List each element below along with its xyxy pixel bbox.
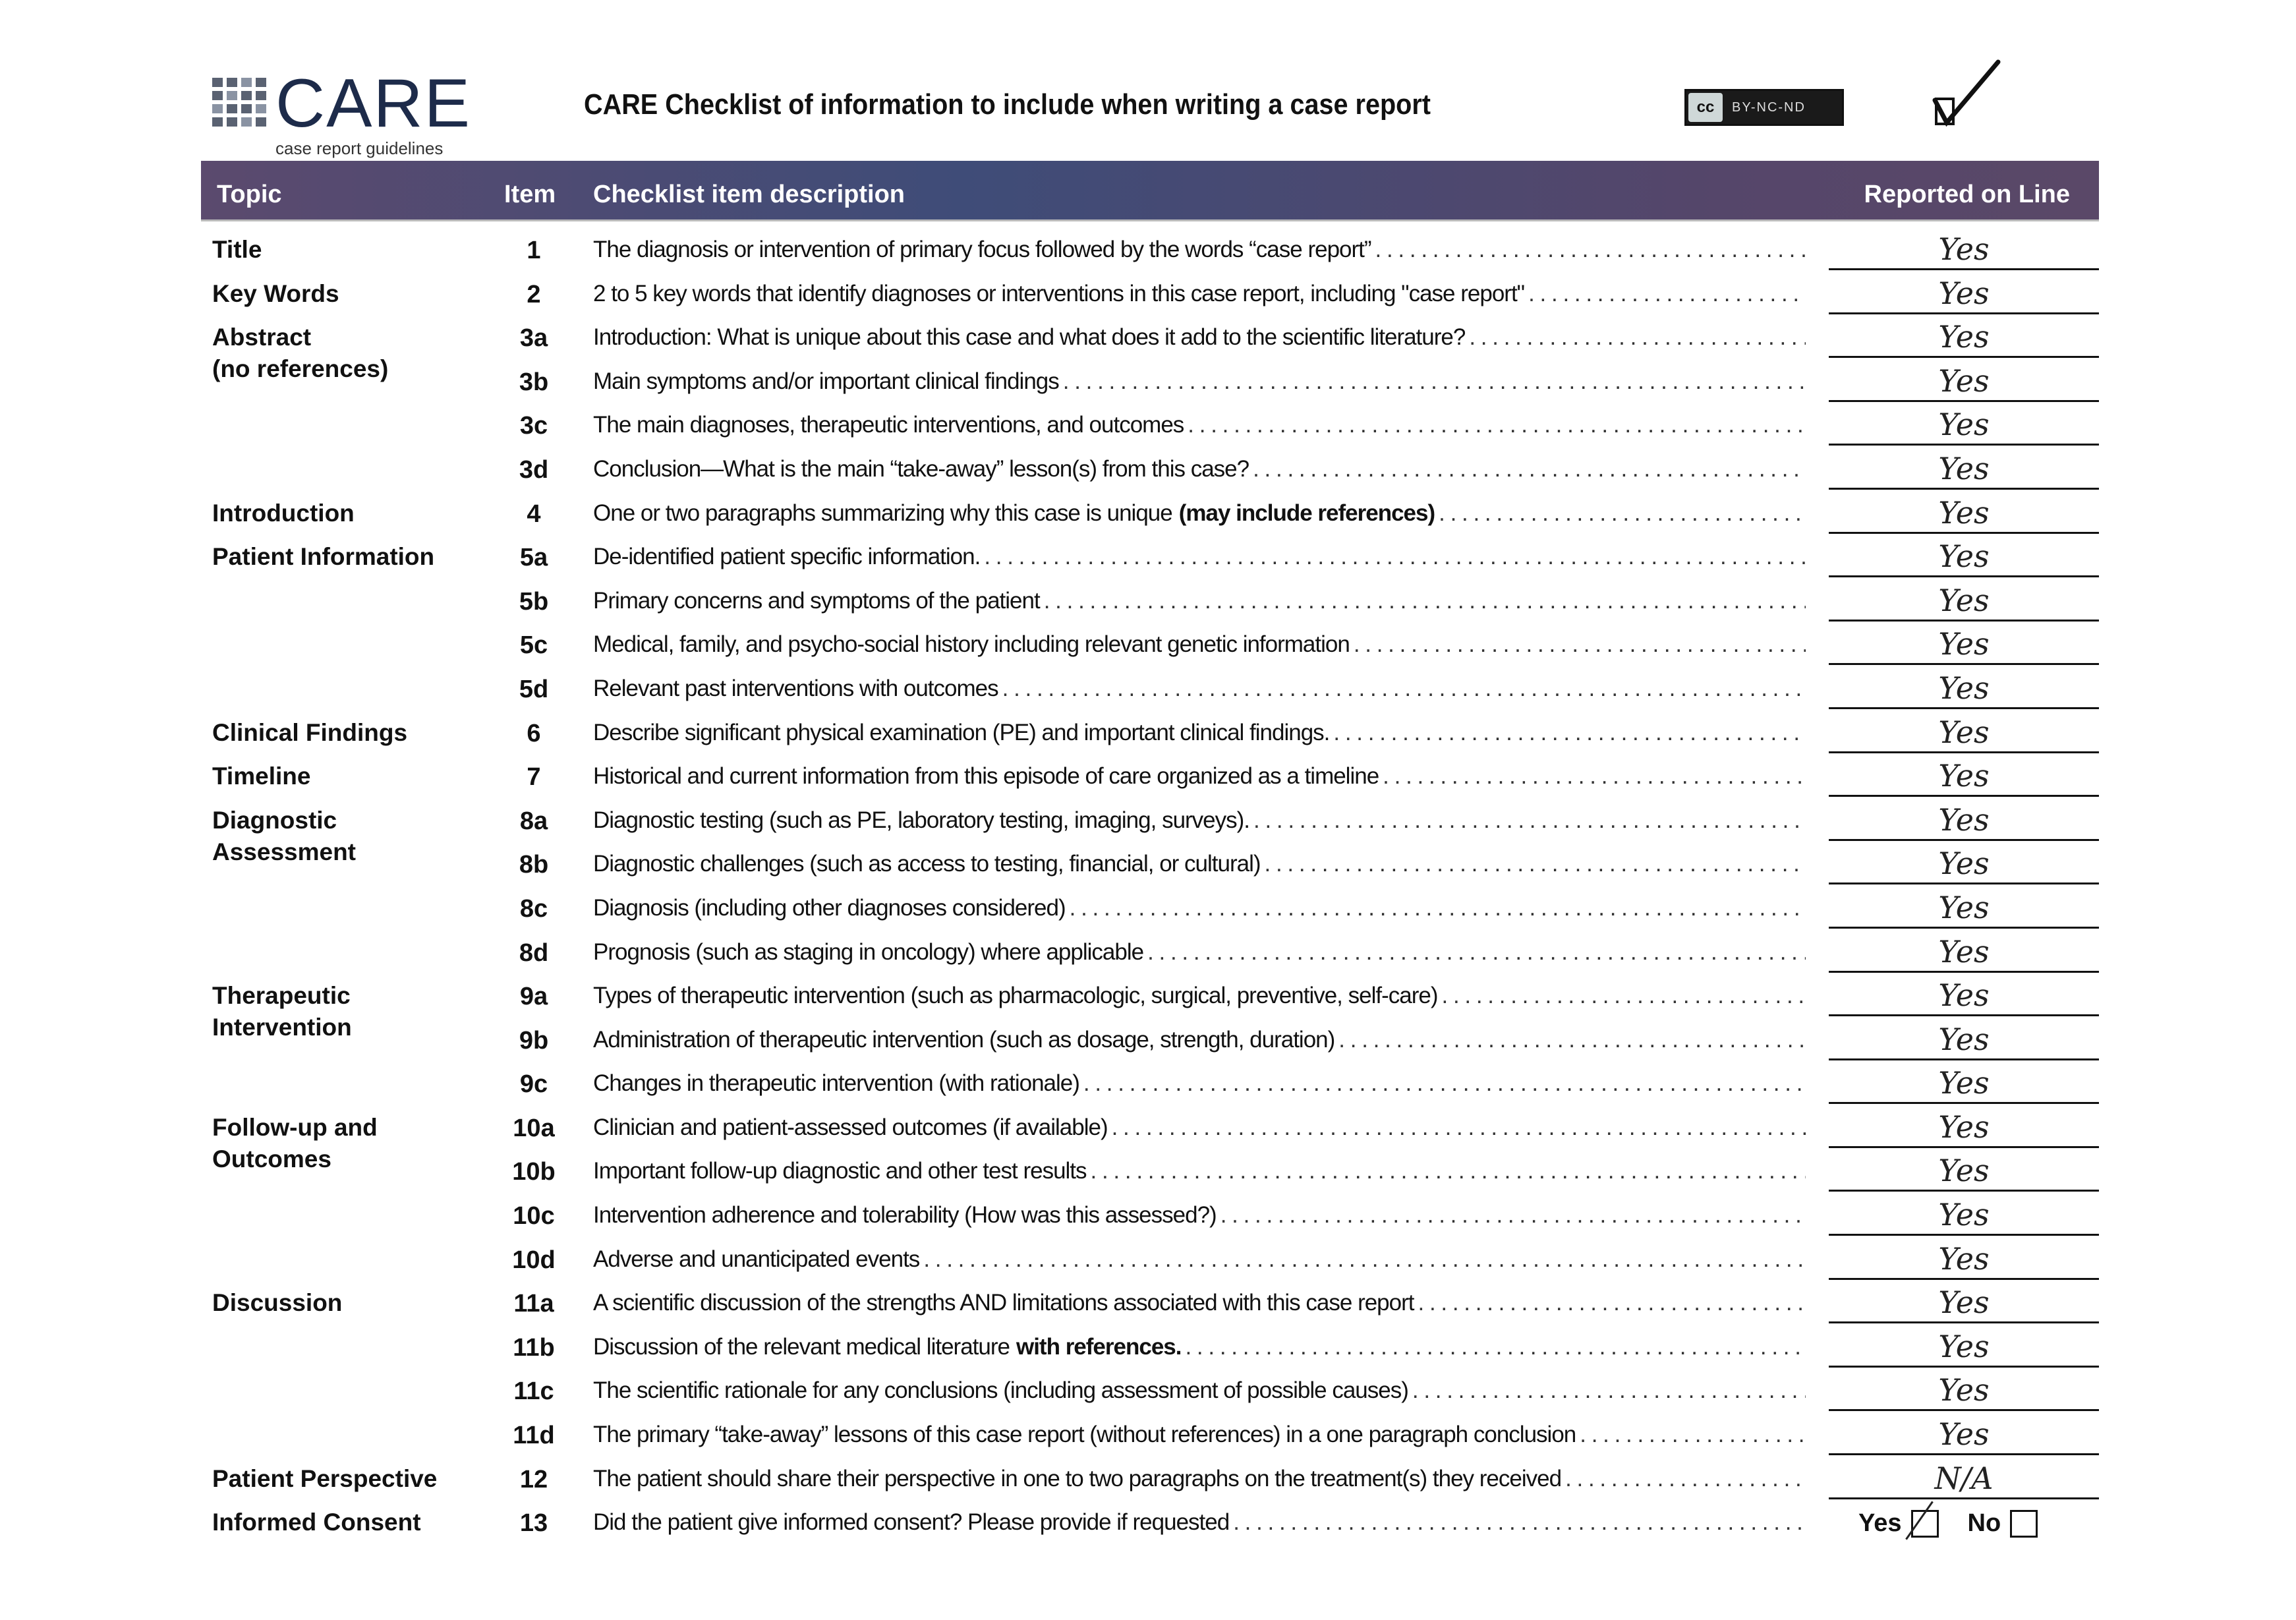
logo-subtitle: case report guidelines	[275, 138, 444, 158]
divider	[201, 219, 2099, 221]
row-item-number: 3d	[519, 455, 549, 484]
row-description	[593, 281, 1806, 307]
checklist-row	[0, 403, 2296, 447]
row-description	[593, 500, 1806, 527]
reported-answer-field[interactable]: Yes	[1829, 447, 2099, 490]
row-item-number: 11d	[513, 1422, 555, 1450]
dot-leader	[1002, 676, 1806, 702]
row-item-number: 5a	[519, 544, 548, 572]
row-description	[593, 237, 1806, 263]
row-description	[593, 983, 1806, 1009]
description-text: One or two paragraphs summarizing why this case is unique	[593, 500, 1172, 526]
reported-answer-field[interactable]: Yes	[1829, 403, 2099, 446]
row-description	[593, 1466, 1806, 1492]
logo-title: CARE	[275, 65, 471, 142]
col-reported: Reported on Line	[1864, 181, 2070, 208]
consent-yes-checkbox[interactable]	[1911, 1510, 1939, 1538]
row-description	[593, 851, 1806, 877]
description-text: Diagnostic testing (such as PE, laboratory testing, imaging, surveys).	[593, 807, 1250, 833]
checklist-row	[0, 535, 2296, 579]
dot-leader	[1375, 237, 1806, 263]
reported-answer-field[interactable]: Yes	[1829, 710, 2099, 753]
row-topic: Abstract (no references)	[212, 324, 389, 383]
dot-leader	[1442, 983, 1806, 1009]
description-text: The patient should share their perspective in one to two paragraphs on the treatment(s) they received	[593, 1465, 1562, 1491]
dot-leader	[1565, 1466, 1806, 1492]
reported-answer-field[interactable]: Yes	[1829, 842, 2099, 884]
row-description	[593, 1377, 1806, 1404]
reported-answer-field[interactable]: Yes	[1829, 535, 2099, 577]
description-text: Introduction: What is unique about this case and what does it add to the scientific literature?	[593, 324, 1466, 351]
row-item-number: 5c	[519, 631, 548, 660]
col-topic: Topic	[217, 181, 282, 208]
reported-answer-field[interactable]: Yes	[1829, 666, 2099, 709]
row-description	[593, 763, 1806, 790]
checklist-row	[0, 1368, 2296, 1412]
reported-answer-field[interactable]: Yes	[1829, 1149, 2099, 1192]
row-item-number: 5d	[519, 675, 549, 703]
reported-answer-field[interactable]: Yes	[1829, 1412, 2099, 1455]
reported-answer-field[interactable]: Yes	[1829, 227, 2099, 270]
dot-leader	[1580, 1422, 1806, 1448]
checklist-rows	[0, 227, 2296, 1544]
checklist-row	[0, 1281, 2296, 1325]
row-item-number: 3c	[519, 412, 548, 440]
description-text: Prognosis (such as staging in oncology) where applicable	[593, 939, 1144, 965]
reported-answer-field[interactable]: N/A	[1829, 1457, 2099, 1499]
description-text: Types of therapeutic intervention (such as pharmacologic, surgical, preventive, self-care)	[593, 983, 1438, 1009]
row-item-number: 9b	[519, 1026, 549, 1055]
reported-answer-field[interactable]: Yes	[1829, 491, 2099, 534]
checklist-row	[0, 1457, 2296, 1501]
checklist-row	[0, 754, 2296, 798]
description-text: Diagnosis (including other diagnoses considered)	[593, 894, 1066, 921]
description-text: Medical, family, and psycho-social history including relevant genetic information	[593, 631, 1350, 658]
row-description	[593, 939, 1806, 966]
description-bold: with references.	[1016, 1333, 1182, 1360]
checklist-row	[0, 710, 2296, 755]
reported-answer-field[interactable]: Yes	[1829, 1105, 2099, 1148]
reported-answer-field[interactable]: Yes	[1829, 1193, 2099, 1236]
table-header	[201, 161, 2099, 220]
reported-answer-field[interactable]: Yes	[1829, 886, 2099, 929]
checklist-row	[0, 1061, 2296, 1105]
description-text: The diagnosis or intervention of primary focus followed by the words “case report”	[593, 237, 1371, 262]
description-text: Historical and current information from this episode of care organized as a timeline	[593, 763, 1379, 790]
dot-leader	[923, 1246, 1806, 1273]
row-item-number: 7	[527, 763, 541, 792]
row-description	[593, 676, 1806, 702]
row-topic: Clinical Findings	[212, 718, 408, 746]
dot-leader	[1233, 1509, 1806, 1536]
row-topic: Title	[212, 236, 262, 263]
row-description	[593, 631, 1806, 658]
dot-leader	[1112, 1114, 1806, 1141]
row-description	[593, 1334, 1806, 1360]
description-text: Adverse and unanticipated events	[593, 1246, 920, 1272]
reported-answer-field[interactable]: Yes	[1829, 315, 2099, 358]
row-item-number: 8c	[519, 894, 548, 923]
row-description	[593, 1509, 1806, 1536]
checklist-row	[0, 447, 2296, 491]
checklist-row	[0, 1149, 2296, 1193]
row-item-number: 1	[527, 237, 541, 264]
row-description	[593, 720, 1806, 746]
description-text: 2 to 5 key words that identify diagnoses or interventions in this case report, including "case report"	[593, 280, 1525, 306]
row-topic: Patient Perspective	[212, 1464, 438, 1492]
row-description	[593, 588, 1806, 614]
row-topic: Key Words	[212, 279, 339, 307]
reported-answer-field[interactable]: Yes	[1829, 272, 2099, 314]
reported-answer-field[interactable]: Yes	[1829, 579, 2099, 622]
row-item-number: 11b	[513, 1333, 555, 1362]
description-text: The scientific rationale for any conclusions (including assessment of possible causes)	[593, 1377, 1408, 1404]
dot-leader	[1528, 281, 1806, 307]
checklist-row	[0, 886, 2296, 930]
reported-answer-field[interactable]: Yes	[1829, 930, 2099, 973]
dot-leader	[1354, 631, 1806, 658]
description-text: Describe significant physical examination (PE) and important clinical findings.	[593, 719, 1330, 745]
dot-leader	[1338, 1027, 1806, 1053]
reported-answer-field[interactable]: Yes	[1829, 1018, 2099, 1060]
logo-grid-icon	[212, 78, 266, 127]
row-description	[593, 1202, 1806, 1229]
reported-answer-field[interactable]: Yes	[1829, 1368, 2099, 1411]
dot-leader	[1147, 939, 1806, 966]
description-text: De-identified patient specific information.	[593, 544, 981, 570]
row-item-number: 8a	[519, 807, 548, 835]
dot-leader	[1253, 807, 1806, 834]
row-description	[593, 1290, 1806, 1316]
dot-leader	[1469, 324, 1806, 351]
consent-no-checkbox[interactable]	[2010, 1510, 2038, 1538]
row-description	[593, 544, 1806, 570]
checklist-row	[0, 491, 2296, 535]
row-item-number: 8b	[519, 851, 549, 879]
dot-leader	[1253, 456, 1806, 482]
cc-icon: cc	[1688, 93, 1723, 122]
row-item-number: 5b	[519, 587, 549, 616]
consent-no-label: No	[1967, 1509, 2001, 1538]
checklist-row	[0, 1325, 2296, 1369]
description-text: The primary “take-away” lessons of this case report (without references) in a one paragraph conclusion	[593, 1422, 1576, 1448]
row-item-number: 3b	[519, 368, 549, 396]
row-item-number: 6	[527, 719, 541, 747]
reported-answer-field[interactable]: Yes	[1829, 798, 2099, 841]
description-text: Clinician and patient-assessed outcomes (if available)	[593, 1114, 1108, 1140]
description-text: Diagnostic challenges (such as access to testing, financial, or cultural)	[593, 851, 1261, 877]
dot-leader	[1265, 851, 1806, 877]
row-topic: Introduction	[212, 499, 355, 527]
row-description	[593, 1422, 1806, 1448]
dot-leader	[1220, 1202, 1806, 1229]
row-topic: Discussion	[212, 1289, 343, 1317]
description-text: Intervention adherence and tolerability (How was this assessed?)	[593, 1202, 1217, 1229]
description-text: Administration of therapeutic intervention (such as dosage, strength, duration)	[593, 1026, 1335, 1053]
reported-answer-field[interactable]: Yes	[1829, 359, 2099, 402]
checklist-row	[0, 622, 2296, 666]
description-bold: (may include references)	[1178, 500, 1435, 526]
row-description	[593, 895, 1806, 921]
description-text: A scientific discussion of the strengths AND limitations associated with this case report	[593, 1290, 1414, 1316]
checkmark-icon	[1931, 59, 2003, 132]
description-text: Primary concerns and symptoms of the patient	[593, 587, 1040, 614]
checklist-row	[0, 227, 2296, 272]
col-description: Checklist item description	[593, 181, 905, 208]
dot-leader	[1185, 1334, 1806, 1360]
checklist-row	[0, 1412, 2296, 1457]
row-topic: Therapeutic Intervention	[212, 982, 352, 1041]
row-description	[593, 1027, 1806, 1053]
row-item-number: 4	[527, 500, 541, 528]
description-text: Relevant past interventions with outcomes	[593, 675, 998, 701]
row-item-number: 9c	[519, 1070, 548, 1099]
row-description	[593, 807, 1806, 834]
dot-leader	[1070, 895, 1806, 921]
dot-leader	[1333, 720, 1806, 746]
row-description	[593, 412, 1806, 438]
row-item-number: 10b	[512, 1158, 556, 1186]
description-text: Main symptoms and/or important clinical findings	[593, 368, 1059, 394]
reported-answer-field[interactable]: Yes	[1829, 973, 2099, 1016]
checklist-row	[0, 579, 2296, 623]
dot-leader	[1083, 1070, 1806, 1097]
row-topic: Diagnostic Assessment	[212, 806, 357, 865]
checklist-row	[0, 842, 2296, 886]
row-item-number: 8d	[519, 939, 549, 967]
checklist-row	[0, 930, 2296, 974]
document-title: CARE Checklist of information to include when writing a case report	[584, 88, 1431, 121]
checklist-row	[0, 272, 2296, 316]
row-description	[593, 1246, 1806, 1273]
row-topic: Follow-up and Outcomes	[212, 1113, 378, 1172]
care-logo	[212, 65, 471, 159]
dot-leader	[1091, 1158, 1806, 1184]
row-item-number: 11a	[513, 1290, 554, 1318]
dot-leader	[1439, 500, 1806, 527]
row-topic: Timeline	[212, 763, 311, 790]
reported-answer-field[interactable]: Yes	[1829, 1237, 2099, 1280]
row-item-number: 3a	[519, 324, 548, 353]
row-topic: Informed Consent	[212, 1509, 421, 1536]
dot-leader	[1188, 412, 1806, 438]
consent-yes-label: Yes	[1858, 1509, 1902, 1538]
dot-leader	[1044, 588, 1806, 614]
checklist-row	[0, 1193, 2296, 1237]
reported-answer-field[interactable]: Yes	[1829, 1281, 2099, 1323]
dot-leader	[984, 544, 1806, 570]
row-description	[593, 324, 1806, 351]
row-description	[593, 1070, 1806, 1097]
checklist-row	[0, 666, 2296, 710]
dot-leader	[1412, 1377, 1806, 1404]
reported-answer-field[interactable]: Yes	[1829, 1061, 2099, 1104]
description-text: Important follow-up diagnostic and other test results	[593, 1158, 1087, 1184]
consent-options	[1858, 1509, 2038, 1538]
row-topic: Patient Information	[212, 543, 435, 571]
description-text: Changes in therapeutic intervention (with rationale)	[593, 1070, 1079, 1097]
reported-answer-field[interactable]: Yes	[1829, 622, 2099, 665]
description-text: Conclusion—What is the main “take-away” lesson(s) from this case?	[593, 455, 1249, 482]
col-item: Item	[504, 181, 556, 208]
description-text: The main diagnoses, therapeutic interventions, and outcomes	[593, 412, 1184, 438]
license-badge	[1684, 89, 1844, 126]
row-item-number: 13	[519, 1509, 548, 1538]
checklist-row	[0, 1237, 2296, 1281]
row-item-number: 10a	[513, 1114, 555, 1142]
reported-answer-field[interactable]: Yes	[1829, 754, 2099, 797]
row-description	[593, 456, 1806, 482]
dot-leader	[1063, 368, 1806, 395]
reported-answer-field[interactable]: Yes	[1829, 1325, 2099, 1368]
row-item-number: 10c	[513, 1202, 555, 1230]
row-item-number: 2	[527, 280, 541, 308]
license-text: BY-NC-ND	[1732, 100, 1806, 115]
checklist-row	[0, 359, 2296, 403]
row-item-number: 11c	[513, 1377, 554, 1406]
consent-row	[0, 1500, 2296, 1544]
row-item-number: 10d	[512, 1246, 556, 1274]
row-description	[593, 1158, 1806, 1184]
row-description	[593, 1114, 1806, 1141]
description-text: Did the patient give informed consent? Please provide if requested	[593, 1509, 1230, 1536]
checklist-row	[0, 1018, 2296, 1062]
row-description	[593, 368, 1806, 395]
row-item-number: 12	[519, 1465, 548, 1493]
dot-leader	[1418, 1290, 1806, 1316]
dot-leader	[1383, 763, 1806, 790]
description-text: Discussion of the relevant medical literature	[593, 1333, 1010, 1360]
row-item-number: 9a	[519, 983, 548, 1011]
